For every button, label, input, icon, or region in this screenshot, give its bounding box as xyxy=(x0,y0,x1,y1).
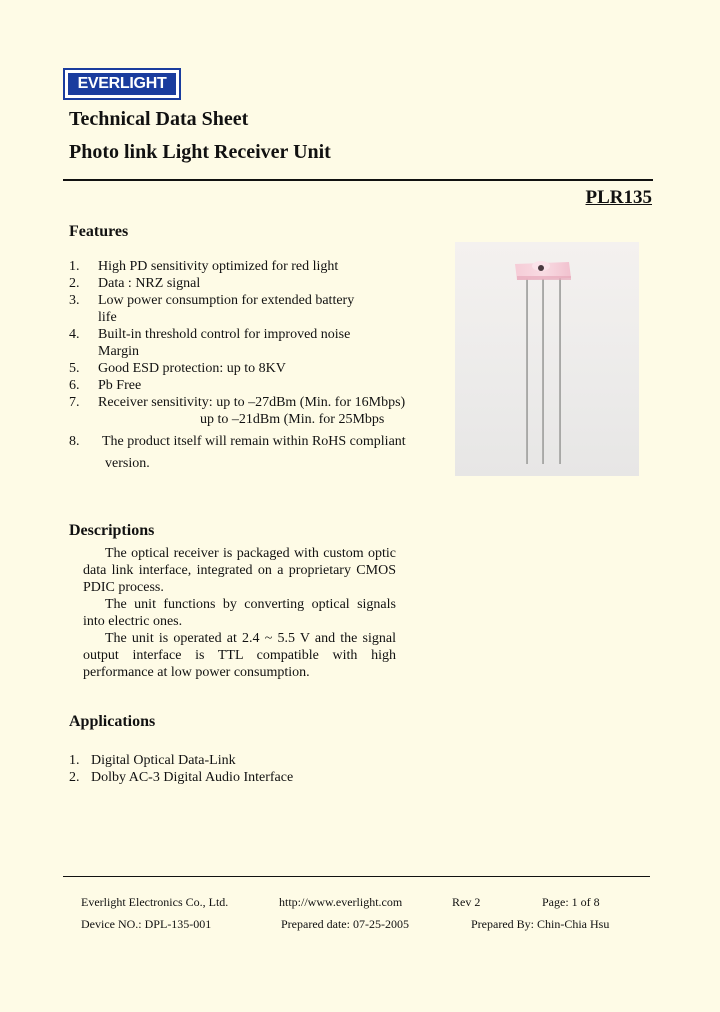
item-number: 3. xyxy=(69,293,80,308)
item-number: 6. xyxy=(69,378,80,393)
list-item xyxy=(69,752,293,769)
footer-prepared-by: Prepared By: Chin-Chia Hsu xyxy=(471,917,610,931)
receiver-unit-icon xyxy=(455,242,639,476)
item-text: Low power consumption for extended battery xyxy=(98,293,355,308)
list-item xyxy=(69,433,429,450)
description-paragraph: The optical receiver is packaged with custom optic data link interface, integrated on a proprietary CMOS PDIC process. xyxy=(83,546,396,595)
list-item xyxy=(69,377,429,394)
features-heading: Features xyxy=(69,223,129,240)
item-text-continued: version. xyxy=(105,456,150,471)
footer-url: http://www.everlight.com xyxy=(279,895,403,909)
list-item xyxy=(69,258,429,275)
descriptions-body xyxy=(83,545,396,681)
item-number: 8. xyxy=(69,434,80,449)
item-text: Pb Free xyxy=(98,378,142,393)
item-text: Data : NRZ signal xyxy=(98,276,201,291)
item-number: 7. xyxy=(69,395,80,410)
footer-device-number: Device NO.: DPL-135-001 xyxy=(81,917,212,931)
item-number: 2. xyxy=(69,276,80,291)
item-number: 1. xyxy=(69,259,80,274)
description-paragraph: The unit is operated at 2.4 ~ 5.5 V and the signal output interface is TTL compatible with high performance at low power consumption. xyxy=(83,631,396,680)
product-photo xyxy=(455,242,639,476)
item-number: 2. xyxy=(69,770,80,785)
list-item xyxy=(69,275,429,292)
description-paragraph: The unit functions by converting optical signals into electric ones. xyxy=(83,597,396,629)
item-text-continued: life xyxy=(98,310,117,325)
header-rule xyxy=(63,179,653,181)
model-number: PLR135 xyxy=(585,187,652,208)
applications-heading: Applications xyxy=(69,713,156,730)
item-text: High PD sensitivity optimized for red light xyxy=(98,259,339,274)
applications-list xyxy=(69,752,293,786)
list-item xyxy=(69,769,293,786)
document-title: Technical Data Sheet xyxy=(69,108,249,130)
list-item xyxy=(69,292,429,309)
item-text: Receiver sensitivity: up to –27dBm (Min. for 16Mbps) xyxy=(98,395,406,410)
item-number: 1. xyxy=(69,753,80,768)
item-text: Digital Optical Data-Link xyxy=(91,753,236,768)
item-number: 5. xyxy=(69,361,80,376)
item-text-continued: Margin xyxy=(98,344,139,359)
item-text: The product itself will remain within RoHS compliant xyxy=(102,434,406,449)
item-text-continued: up to –21dBm (Min. for 25Mbps xyxy=(200,412,385,427)
item-text: Good ESD protection: up to 8KV xyxy=(98,361,286,376)
everlight-logo xyxy=(63,68,181,100)
document-subtitle: Photo link Light Receiver Unit xyxy=(69,141,331,163)
list-item xyxy=(69,326,429,343)
footer-rule xyxy=(63,876,650,877)
footer-rev: Rev 2 xyxy=(452,895,481,909)
footer-prepared-date: Prepared date: 07-25-2005 xyxy=(281,917,409,931)
footer-page: Page: 1 of 8 xyxy=(542,895,600,909)
features-list xyxy=(69,258,429,472)
list-item xyxy=(69,360,429,377)
descriptions-heading: Descriptions xyxy=(69,522,155,539)
item-text: Built-in threshold control for improved noise xyxy=(98,327,351,342)
list-item xyxy=(69,394,429,411)
item-number: 4. xyxy=(69,327,80,342)
item-text: Dolby AC-3 Digital Audio Interface xyxy=(91,770,294,785)
logo-text: EVERLIGHT xyxy=(67,72,177,96)
footer-company: Everlight Electronics Co., Ltd. xyxy=(81,895,229,909)
